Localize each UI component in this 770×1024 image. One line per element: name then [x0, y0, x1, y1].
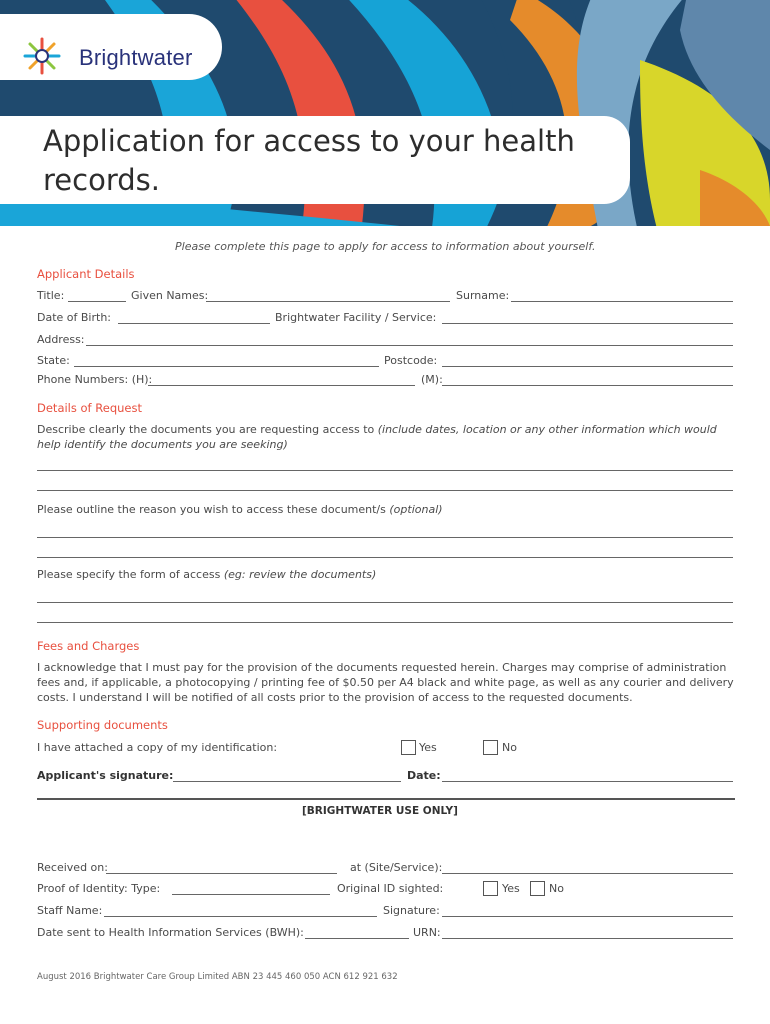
received-on-label: Received on:: [37, 861, 108, 874]
original-id-label: Original ID sighted:: [337, 882, 444, 895]
title-label: Title:: [37, 289, 65, 302]
applicant-date-label: Date:: [407, 769, 441, 782]
phone-home-field[interactable]: [148, 385, 415, 386]
identification-no-checkbox[interactable]: [483, 740, 498, 755]
brightwater-logo-icon: [22, 36, 62, 76]
title-field[interactable]: [68, 301, 126, 302]
proof-type-field[interactable]: [172, 894, 330, 895]
identification-yes-checkbox[interactable]: [401, 740, 416, 755]
office-use-divider: [37, 798, 735, 800]
date-sent-field[interactable]: [305, 938, 409, 939]
phone-mobile-field[interactable]: [442, 385, 733, 386]
brand-name: Brightwater: [79, 45, 193, 70]
access-field-line-1[interactable]: [37, 602, 733, 603]
reason-field-line-1[interactable]: [37, 537, 733, 538]
address-field[interactable]: [86, 345, 733, 346]
proof-type-label: Proof of Identity: Type:: [37, 882, 161, 895]
describe-instruction: Describe clearly the documents you are requesting access to (include dates, location or any other information which would help identify the documents you are seeking): [37, 423, 717, 451]
identification-no-label: No: [502, 741, 517, 754]
staff-name-field[interactable]: [104, 916, 377, 917]
footer-text: August 2016 Brightwater Care Group Limited ABN 23 445 460 050 ACN 612 921 632: [37, 972, 398, 982]
original-id-no-checkbox[interactable]: [530, 881, 545, 896]
state-field[interactable]: [74, 366, 379, 367]
intro-text: Please complete this page to apply for access to information about yourself.: [175, 240, 596, 253]
applicant-signature-field[interactable]: [173, 781, 401, 782]
original-id-no-label: No: [549, 882, 564, 895]
urn-label: URN:: [413, 926, 441, 939]
given-names-label: Given Names:: [131, 289, 209, 302]
page-title: Application for access to your health records.: [43, 124, 575, 197]
date-sent-label: Date sent to Health Information Services (BWH):: [37, 926, 304, 939]
facility-label: Brightwater Facility / Service:: [275, 311, 437, 324]
describe-field-line-2[interactable]: [37, 490, 733, 491]
logo-card: [0, 14, 222, 80]
section-request-heading: Details of Request: [37, 401, 142, 415]
postcode-label: Postcode:: [384, 354, 438, 367]
application-form: [0, 226, 770, 1024]
given-names-field[interactable]: [206, 301, 450, 302]
staff-name-label: Staff Name:: [37, 904, 103, 917]
applicant-date-field[interactable]: [442, 781, 733, 782]
received-on-field[interactable]: [106, 873, 337, 874]
facility-field[interactable]: [442, 323, 733, 324]
staff-signature-field[interactable]: [442, 916, 733, 917]
staff-signature-label: Signature:: [383, 904, 440, 917]
form-of-access-instruction: Please specify the form of access (eg: review the documents): [37, 568, 377, 581]
postcode-field[interactable]: [442, 366, 733, 367]
phone-home-label: Phone Numbers: (H):: [37, 373, 153, 386]
dob-label: Date of Birth:: [37, 311, 112, 324]
state-label: State:: [37, 354, 70, 367]
surname-field[interactable]: [511, 301, 733, 302]
describe-field-line-1[interactable]: [37, 470, 733, 471]
dob-field[interactable]: [118, 323, 270, 324]
reason-field-line-2[interactable]: [37, 557, 733, 558]
section-applicant-heading: Applicant Details: [37, 267, 135, 281]
original-id-yes-checkbox[interactable]: [483, 881, 498, 896]
access-field-line-2[interactable]: [37, 622, 733, 623]
site-service-field[interactable]: [442, 873, 733, 874]
section-fees-heading: Fees and Charges: [37, 639, 140, 653]
address-label: Address:: [37, 333, 85, 346]
identification-label: I have attached a copy of my identification:: [37, 741, 278, 754]
identification-yes-label: Yes: [419, 741, 437, 754]
office-use-heading: [BRIGHTWATER USE ONLY]: [302, 805, 458, 817]
surname-label: Surname:: [456, 289, 510, 302]
urn-field[interactable]: [442, 938, 733, 939]
applicant-signature-label: Applicant's signature:: [37, 769, 174, 782]
section-supporting-heading: Supporting documents: [37, 718, 168, 732]
fees-text: I acknowledge that I must pay for the provision of the documents requested herein. Charges may comprise of administration fees and, if applicable, a photocopying / printing fee of $0.50 per A4 black and white page, as well as any courier and delivery costs. I understand I will be notified of all costs prior to the provision of access to the requested documents.: [37, 661, 734, 704]
original-id-yes-label: Yes: [502, 882, 520, 895]
reason-instruction: Please outline the reason you wish to access these document/s (optional): [37, 503, 443, 516]
site-service-label: at (Site/Service):: [350, 861, 443, 874]
phone-mobile-label: (M):: [421, 373, 443, 386]
